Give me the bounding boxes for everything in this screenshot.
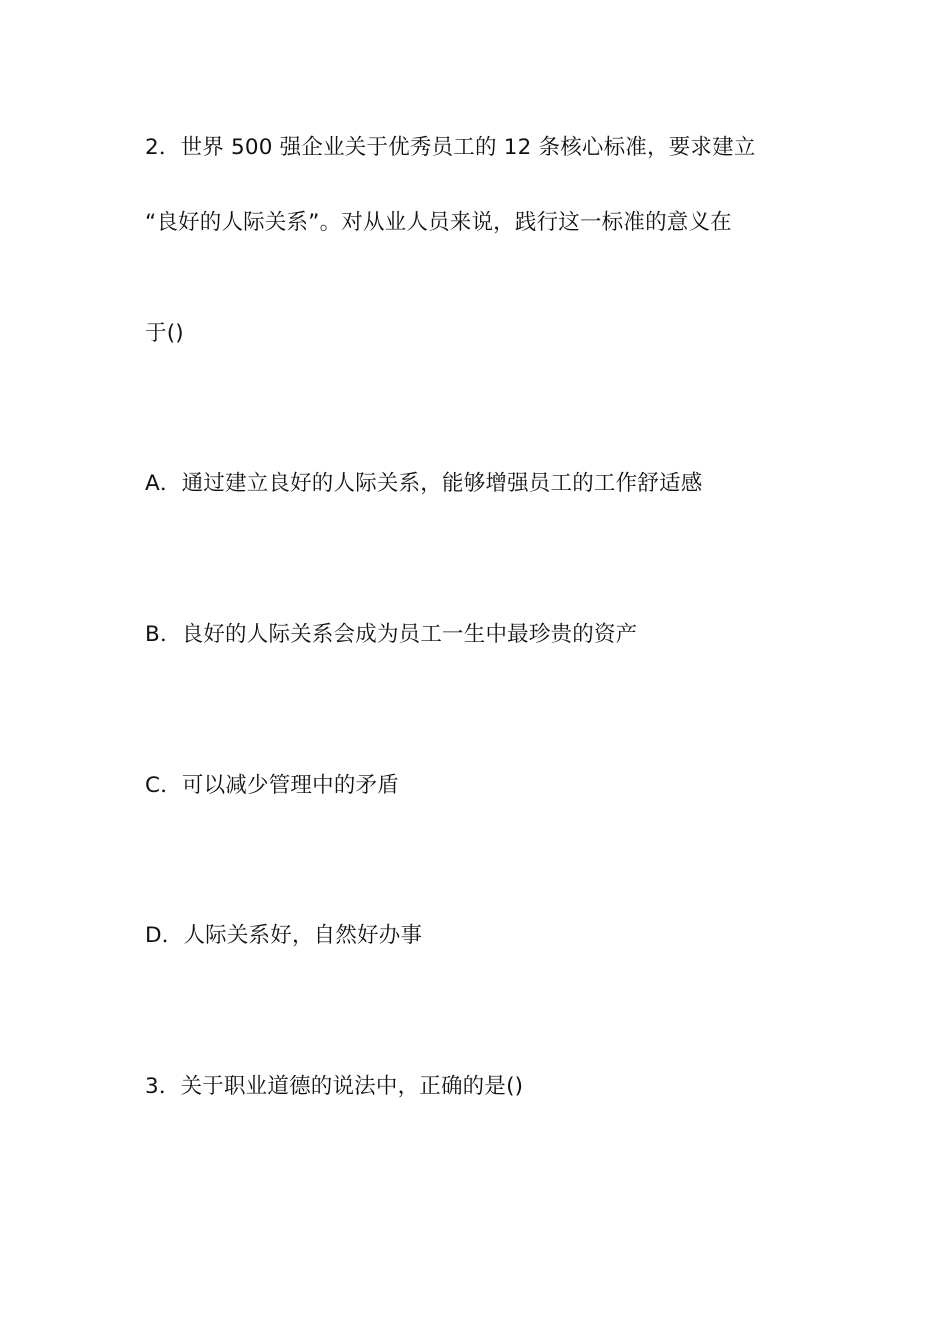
option-d: D．人际关系好，自然好办事 [145, 923, 423, 948]
option-b: B．良好的人际关系会成为员工一生中最珍贵的资产 [145, 622, 638, 647]
question-3-stem: 3．关于职业道德的说法中，正确的是() [145, 1074, 524, 1099]
option-a: A．通过建立良好的人际关系，能够增强员工的工作舒适感 [145, 471, 703, 496]
question-2-stem-line-2: “良好的人际关系”。对从业人员来说，践行这一标准的意义在 [145, 210, 732, 235]
question-2-stem-line-1: 2．世界 500 强企业关于优秀员工的 12 条核心标准，要求建立 [145, 135, 756, 160]
option-c: C．可以减少管理中的矛盾 [145, 773, 399, 798]
question-2-stem-line-3: 于() [145, 321, 184, 346]
